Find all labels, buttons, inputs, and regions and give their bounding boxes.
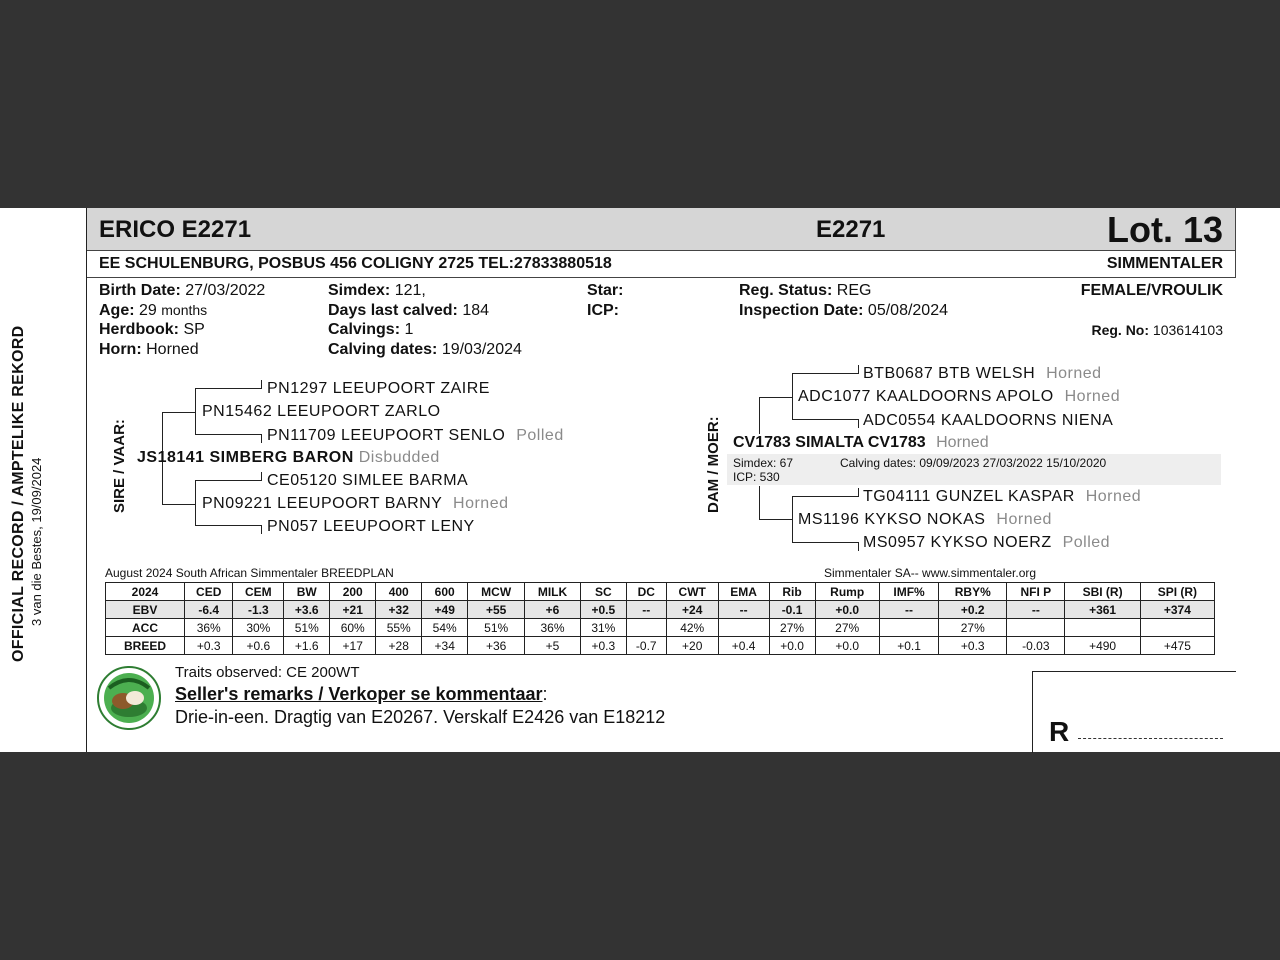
horn-value: Horned [146,341,199,358]
age-label: Age: [99,302,135,319]
dam-side-label: DAM / MOER: [705,416,722,513]
days-last-calved-label: Days last calved: [328,302,458,319]
breedplan-cell: +0.4 [718,637,769,655]
herdbook-value: SP [183,321,205,338]
breedplan-row-label: ACC [106,619,185,637]
breedplan-cell: +20 [666,637,718,655]
bid-box[interactable] [1032,671,1236,753]
dam-calving-dates: Calving dates: 09/09/2023 27/03/2022 15/10/2020 [840,456,1107,470]
breedplan-header-cell: EMA [718,583,769,601]
breedplan-cell: +3.6 [284,601,330,619]
calving-dates-value: 19/03/2024 [441,341,522,358]
remarks-heading-line [175,684,548,705]
animal-code: E2271 [816,216,886,243]
breedplan-cell: -0.03 [1007,637,1065,655]
sire-line [137,449,440,467]
animal-name: ERICO E2271 [99,216,252,243]
breedplan-cell [1140,619,1214,637]
breedplan-cell: +361 [1065,601,1140,619]
breedplan-header-cell: SPI (R) [1140,583,1214,601]
sire-side-label: SIRE / VAAR: [111,419,128,513]
remarks-colon: : [542,684,548,704]
breedplan-cell: +475 [1140,637,1214,655]
inspection-date-value: 05/08/2024 [867,302,948,319]
birth-date-label: Birth Date: [99,282,181,299]
star-label: Star: [587,282,624,299]
simdex-label: Simdex: [328,282,391,299]
sire-dam-horn: Horned [453,495,509,512]
calving-dates-label: Calving dates: [328,341,438,358]
calving-dates-field [328,341,522,359]
breedplan-cell: +55 [468,601,525,619]
dam-sire-dam: ADC0554 KAALDOORNS NIENA [863,412,1114,429]
ss-bracket-top [195,388,261,389]
simmentaler-logo-icon [97,666,161,730]
breedplan-header-cell: Rump [815,583,879,601]
sdd-tick [261,525,262,534]
breedplan-cell: -0.1 [769,601,815,619]
dam-sire-line [798,388,1120,406]
ssd-tick [261,434,262,443]
breedplan-row-label: BREED [106,637,185,655]
calvings-value: 1 [404,321,414,338]
breedplan-header-cell: 600 [422,583,468,601]
dam-sire-sire-horn: Horned [1046,365,1102,382]
breedplan-cell: -1.3 [233,601,284,619]
owner-bar [87,251,1236,278]
dam-dam-dam-line [863,534,1110,552]
breedplan-header-row [106,583,1215,601]
simdex-field [328,282,426,300]
currency-label: R [1049,716,1070,747]
sire-sire-dam-line [267,427,564,445]
inspection-date-field [739,302,948,320]
breedplan-row-label: EBV [106,601,185,619]
breedplan-cell: +490 [1065,637,1140,655]
breed-name: SIMMENTALER [1106,255,1223,272]
breedplan-caption: August 2024 South African Simmentaler BREEDPLAN [105,566,394,580]
reg-status-field [739,282,871,300]
breedplan-cell: -- [879,601,938,619]
dd-bracket-top [792,496,858,497]
breedplan-header-cell: MCW [468,583,525,601]
breedplan-cell: +0.3 [580,637,626,655]
breedplan-cell: +0.6 [233,637,284,655]
title-bar [87,208,1236,251]
birth-date-value: 27/03/2022 [185,282,266,299]
breedplan-header-cell: RBY% [939,583,1007,601]
dd-bracket-vertical [792,496,793,543]
dam-sire-sire: BTB0687 BTB WELSH [863,365,1036,382]
breedplan-cell: 36% [525,619,581,637]
remarks-text: Drie-in-een. Dragtig van E20267. Verskalf E2426 van E18212 [175,707,666,727]
breedplan-cell: -- [718,601,769,619]
breedplan-cell: 31% [580,619,626,637]
owner-info: EE SCHULENBURG, POSBUS 456 COLIGNY 2725 TEL:27833880518 [99,255,612,272]
dds-tick [858,488,859,497]
sss-tick [261,380,262,389]
sire-sire-dam-horn: Polled [516,427,564,444]
reg-no-field [1091,322,1223,338]
reg-no-value: 103614103 [1152,322,1223,338]
breedplan-header-cell: Rib [769,583,815,601]
breedplan-cell: -- [1007,601,1065,619]
breedplan-header-cell: CWT [666,583,718,601]
sex-field: FEMALE/VROULIK [1080,282,1223,299]
page-info-text: 3 van die Bestes, 19/09/2024 [29,457,44,626]
sire-dam: PN09221 LEEUPOORT BARNY [202,495,443,512]
ss-bracket-bottom [195,434,261,435]
dss-tick [858,365,859,374]
age-field [99,302,207,320]
breedplan-cell: +34 [422,637,468,655]
breedplan-cell: +374 [1140,601,1214,619]
dsd-tick [858,419,859,428]
breedplan-cell: +0.2 [939,601,1007,619]
dam-bracket-top-vertical [759,397,760,434]
breedplan-header-cell: NFI P [1007,583,1065,601]
sire-dam-line [202,495,509,513]
breedplan-header-cell: 400 [376,583,422,601]
inspection-date-label: Inspection Date: [739,302,864,319]
icp-field [587,302,619,320]
dam-sire-sire-line [863,365,1102,383]
dam-dam-sire: TG04111 GUNZEL KASPAR [863,488,1075,505]
lot-card [86,208,1235,752]
breedplan-header-cell: SBI (R) [1065,583,1140,601]
breedplan-header-cell: MILK [525,583,581,601]
sire-sire-dam: PN11709 LEEUPOORT SENLO [267,427,506,444]
ds-bracket-vertical [792,373,793,420]
dam-bracket-bottom-vertical [759,486,760,520]
breedplan-cell: +0.3 [939,637,1007,655]
breedplan-cell: 42% [666,619,718,637]
breedplan-cell [1007,619,1065,637]
reg-status-label: Reg. Status: [739,282,833,299]
breedplan-cell: 51% [284,619,330,637]
breedplan-header-cell: DC [626,583,666,601]
dam-sire: ADC1077 KAALDOORNS APOLO [798,388,1054,405]
reg-status-value: REG [836,282,872,299]
sire-dam-dam: PN057 LEEUPOORT LENY [267,518,475,535]
ds-bracket-top [792,373,858,374]
dam-dam: MS1196 KYKSO NOKAS [798,511,986,528]
age-unit: months [161,302,208,318]
sire-bracket-bottom [162,504,195,505]
star-field [587,282,623,300]
sd-bracket-bottom [195,525,261,526]
breedplan-header-cell: CED [185,583,233,601]
reg-no-label: Reg. No: [1091,322,1150,338]
sire-name: JS18141 SIMBERG BARON [137,449,354,466]
breedplan-cell [879,619,938,637]
breedplan-row [106,601,1215,619]
breedplan-cell: -6.4 [185,601,233,619]
lot-number: Lot. 13 [1106,209,1223,250]
breedplan-cell: 27% [939,619,1007,637]
dd-bracket-bottom [792,542,858,543]
breedplan-cell: 36% [185,619,233,637]
breedplan-cell [626,619,666,637]
breedplan-cell: 60% [330,619,376,637]
breedplan-cell: 55% [376,619,422,637]
dam-bracket-bottom [759,519,792,520]
dam-dam-sire-horn: Horned [1085,488,1142,505]
sds-tick [261,472,262,481]
breedplan-header-cell: IMF% [879,583,938,601]
sire-sire: PN15462 LEEUPOORT ZARLO [202,403,441,420]
dam-dam-line [798,511,1052,529]
simdex-value: 121, [394,282,426,299]
breedplan-cell: 27% [815,619,879,637]
breedplan-cell: 27% [769,619,815,637]
side-margin [0,208,86,752]
dam-icp: ICP: 530 [733,470,780,484]
ss-bracket-vertical [195,388,196,435]
breedplan-cell: -- [626,601,666,619]
horn-field [99,341,199,359]
breedplan-cell: +0.0 [769,637,815,655]
calvings-field [328,321,413,339]
dam-horn: Horned [936,434,989,451]
breedplan-cell: +0.3 [185,637,233,655]
breedplan-cell: +0.0 [815,601,879,619]
breedplan-cell: +6 [525,601,581,619]
herdbook-field [99,321,205,339]
official-record-vertical-label [10,326,44,662]
breedplan-cell: +0.1 [879,637,938,655]
breedplan-cell: +1.6 [284,637,330,655]
breedplan-cell [718,619,769,637]
sd-bracket-top [195,480,261,481]
dam-name: CV1783 SIMALTA CV1783 [733,434,926,451]
dam-line [733,434,989,452]
ddd-tick [858,542,859,551]
breedplan-cell: +5 [525,637,581,655]
breedplan-row [106,619,1215,637]
breedplan-cell: -0.7 [626,637,666,655]
breedplan-cell: +21 [330,601,376,619]
traits-observed: Traits observed: CE 200WT [175,664,360,681]
breedplan-cell: 54% [422,619,468,637]
ds-bracket-bottom [792,419,858,420]
dam-sire-horn: Horned [1064,388,1121,405]
dam-dam-dam: MS0957 KYKSO NOERZ [863,534,1052,551]
calvings-label: Calvings: [328,321,401,338]
dam-dam-horn: Horned [996,511,1052,528]
breedplan-header-cell: 2024 [106,583,185,601]
bid-amount-line[interactable] [1078,738,1223,739]
breedplan-cell: +28 [376,637,422,655]
breedplan-table [105,582,1215,655]
breedplan-cell [1065,619,1140,637]
sire-dam-sire: CE05120 SIMLEE BARMA [267,472,469,489]
dam-dam-sire-line [863,488,1141,506]
dam-dam-dam-horn: Polled [1062,534,1111,551]
icp-label: ICP: [587,302,619,319]
breedplan-cell: +0.5 [580,601,626,619]
breedplan-row [106,637,1215,655]
breedplan-header-cell: BW [284,583,330,601]
record-sheet [0,208,1280,752]
breedplan-cell: +24 [666,601,718,619]
breedplan-cell: +36 [468,637,525,655]
breedplan-cell: +17 [330,637,376,655]
days-last-calved-value: 184 [462,302,490,319]
society-caption: Simmentaler SA-- www.simmentaler.org [824,566,1037,580]
breedplan-cell: 30% [233,619,284,637]
days-last-calved-field [328,302,489,320]
dam-simdex: Simdex: 67 [733,456,794,470]
dam-bracket-top [759,397,792,398]
sire-sire-sire: PN1297 LEEUPOORT ZAIRE [267,380,490,397]
horn-label: Horn: [99,341,142,358]
breedplan-header-cell: SC [580,583,626,601]
sire-horn: Disbudded [358,449,440,466]
age-value: 29 [139,302,157,319]
breedplan-cell: +0.0 [815,637,879,655]
breedplan-header-cell: 200 [330,583,376,601]
breedplan-cell: +49 [422,601,468,619]
sd-bracket-vertical [195,480,196,526]
breedplan-cell: 51% [468,619,525,637]
remarks-heading: Seller's remarks / Verkoper se kommentaar [175,684,543,704]
sire-bracket-top [162,412,195,413]
official-record-text: OFFICIAL RECORD / AMPTELIKE REKORD [10,325,27,662]
birth-date-field [99,282,265,300]
breedplan-header-cell: CEM [233,583,284,601]
breedplan-cell: +32 [376,601,422,619]
herdbook-label: Herdbook: [99,321,179,338]
